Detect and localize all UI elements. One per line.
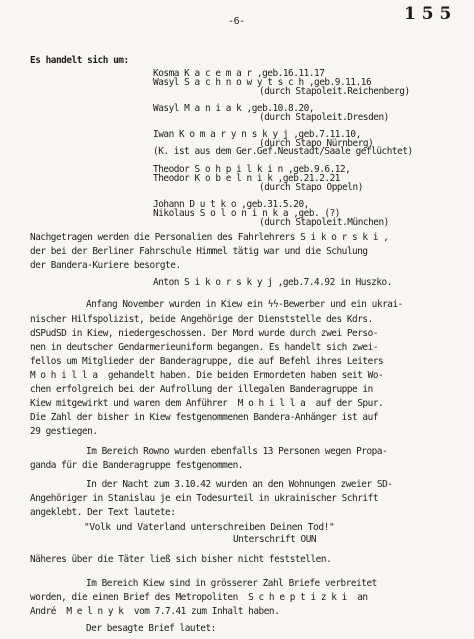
person-entry: Wasyl M a n i a k ,geb.10.8.20, — [153, 103, 315, 114]
person-entry: Kosma K a c e m a r ,geb.16.11.17 — [153, 68, 325, 79]
text-line: Im Bereich Rowno wurden ebenfalls 13 Personen wegen Propa- — [86, 446, 388, 457]
text-line: Kiew mitgewirkt und waren dem Anführer M o h i l l a auf der Spur. — [30, 398, 384, 409]
text-line: fellos um Mitglieder der Banderagruppe, die auf Befehl ihres Leiters — [30, 356, 384, 367]
intro-line: Es handelt sich um: — [30, 55, 129, 66]
page-number: -6- — [228, 16, 245, 27]
text-line: chen erfolgreich bei der Aufrollung der illegalen Banderagruppe in — [30, 384, 373, 395]
closing-line: Der besagte Brief lautet: — [86, 623, 216, 634]
text-line: der bei der Berliner Fahrschule Himmel tätig war und die Schulung — [30, 246, 368, 257]
quoted-death-sentence: "Volk und Vaterland unterschreiben Deinen Tod!" — [84, 522, 335, 533]
person-entry: Iwan K o m a r y n s k y j ,geb.7.11.10, — [153, 129, 361, 140]
text-line: Anfang November wurden in Kiew ein ϟϟ-Bewerber und ein ukrai- — [86, 299, 403, 310]
text-line: In der Nacht zum 3.10.42 wurden an den Wohnungen zweier SD- — [86, 479, 393, 490]
person-detention-note: (durch Stapoleit.München) — [259, 217, 389, 228]
text-line: André M e l n y k vom 7.7.41 zum Inhalt haben. — [30, 606, 280, 617]
person-entry: Nikolaus S o l o n i n k a ,geb. (?) — [153, 208, 340, 219]
text-line: dSPudSD in Kiew, niedergeschossen. Der Mord wurde durch zwei Perso- — [30, 328, 379, 339]
person-remark: (K. ist aus dem Ger.Gef.Neustadt/Saale geflüchtet) — [153, 146, 413, 157]
text-line: ganda für die Banderagruppe festgenommen. — [30, 460, 243, 471]
person-detention-note: (durch Stapo Nürnberg) — [259, 138, 374, 149]
text-line: Die Zahl der bisher in Kiew festgenommenen Bandera-Anhänger ist auf — [30, 412, 379, 423]
person-detention-note: (durch Stapo Oppeln) — [259, 182, 363, 193]
details-line: Näheres über die Täter ließ sich bisher nicht feststellen. — [30, 554, 332, 565]
text-line: der Bandera-Kuriere besorgte. — [30, 260, 181, 271]
person-detention-note: (durch Stapoleit.Reichenberg) — [259, 86, 410, 97]
text-line: worden, die einen Brief des Metropoliten S c h e p t i z k i an — [30, 592, 368, 603]
person-entry: Theodor K o b e l n i k ,geb.21.2.21 — [153, 173, 340, 184]
text-line: Angehöriger in Stanislau je ein Todesurteil in ukrainischer Schrift — [30, 493, 379, 504]
text-line: nen in deutscher Gendarmerieuniform begangen. Es handelt sich zwei- — [30, 342, 379, 353]
person-detention-note: (durch Stapoleit.Dresden) — [259, 112, 389, 123]
text-line: nischer Hilfspolizist, beide Angehörige der Dienststelle des Kdrs. — [30, 314, 373, 325]
text-line: angeklebt. Der Text lautete: — [30, 507, 176, 518]
text-line: 29 gestiegen. — [30, 426, 98, 437]
person-entry: Theodor S o h p i l k i n ,geb.9.6.12, — [153, 164, 351, 175]
person-entry: Johann D u t k o ,geb.31.5.20, — [153, 199, 309, 210]
text-line: Nachgetragen werden die Personalien des Fahrlehrers S i k o r s k i , — [30, 232, 389, 243]
sikorskyj-entry: Anton S i k o r s k y j ,geb.7.4.92 in Huszko. — [153, 277, 392, 288]
person-entry: Wasyl S a c h n o w y t s c h ,geb.9.11.16 — [153, 77, 372, 88]
archive-page-number: 1 5 5 — [404, 4, 452, 24]
signature-line: Unterschrift OUN — [233, 534, 317, 545]
text-line: M o h i l l a gehandelt haben. Die beiden Ermordeten haben seit Wo- — [30, 370, 384, 381]
text-line: Im Bereich Kiew sind in grösserer Zahl Briefe verbreitet — [86, 578, 377, 589]
